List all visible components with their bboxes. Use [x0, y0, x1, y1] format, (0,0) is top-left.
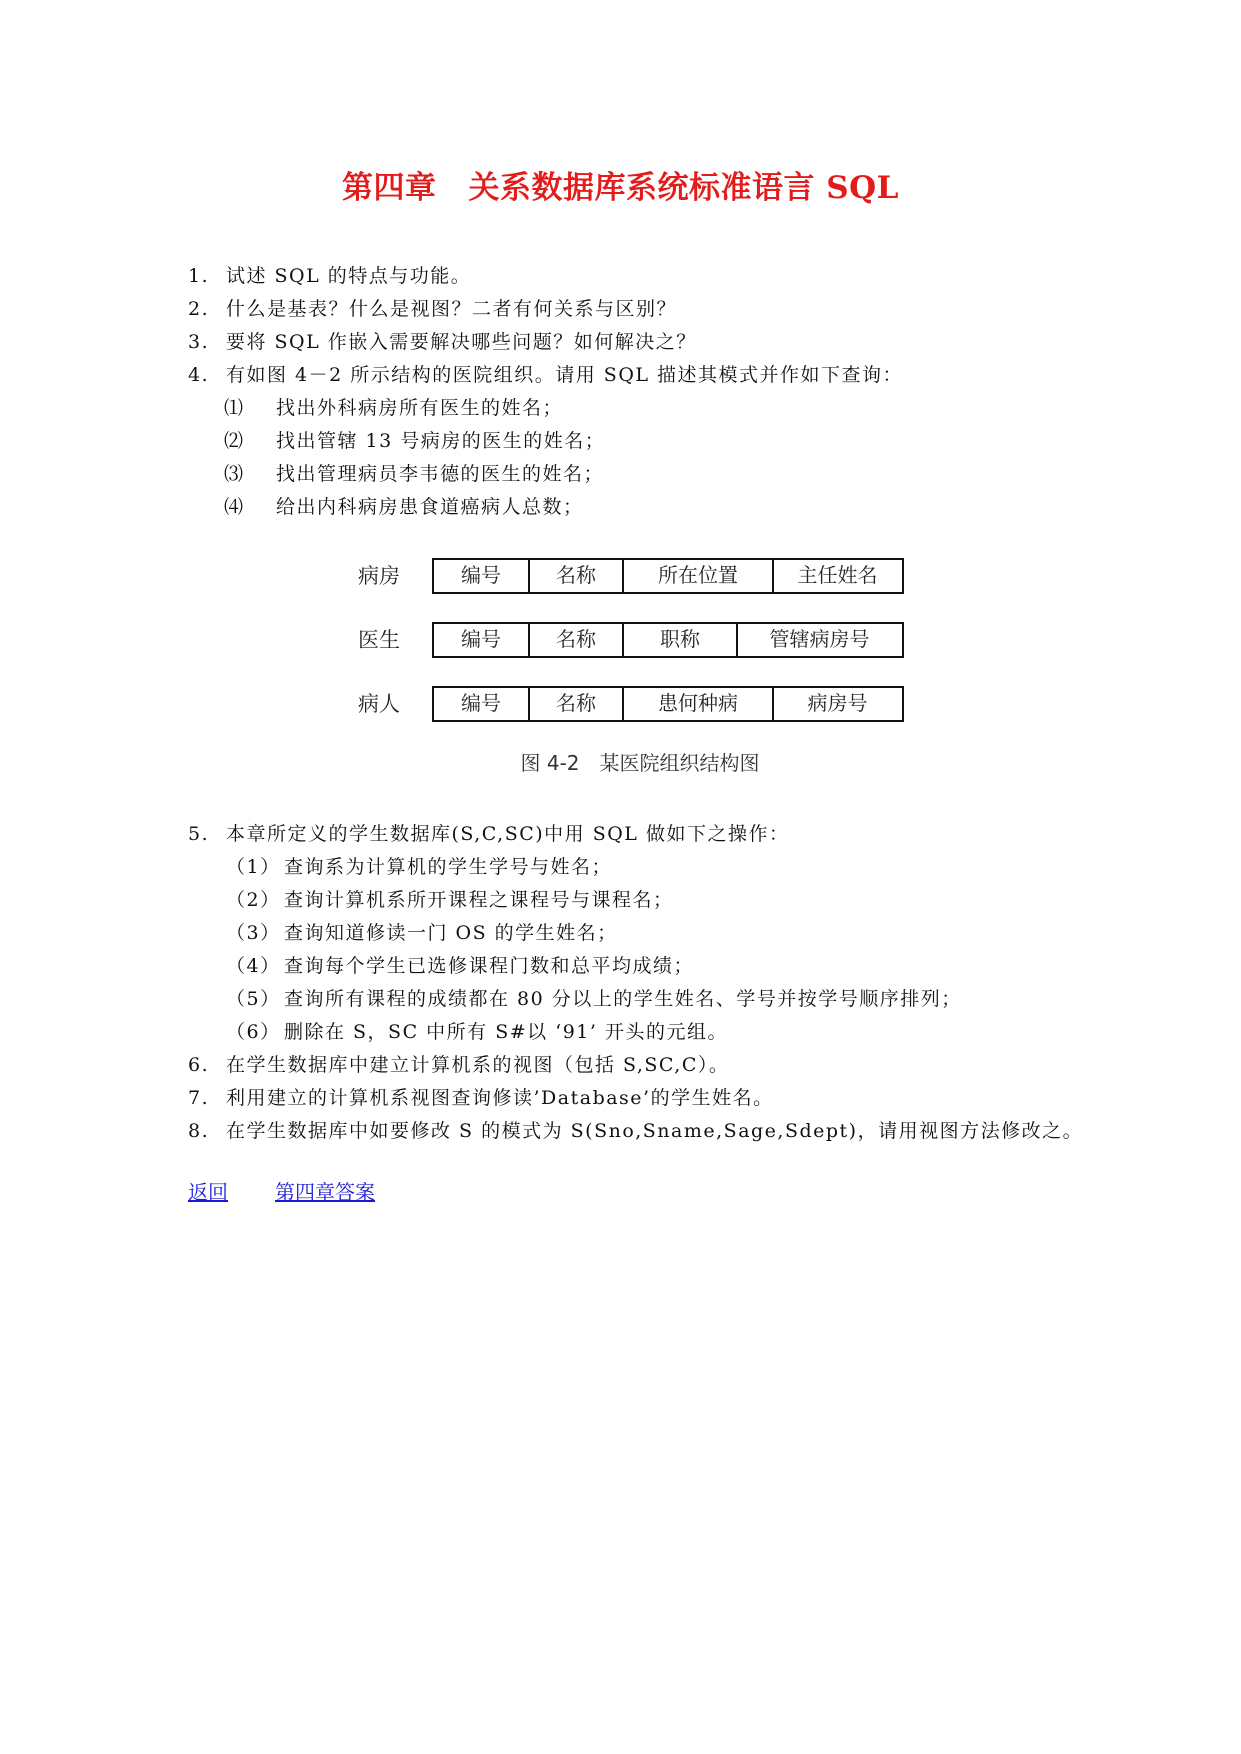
- sub-question-number: （1）: [226, 856, 281, 878]
- figure-cell: 病房号: [807, 691, 868, 715]
- figure-cell: 名称: [530, 688, 624, 720]
- figure-row-patient: [340, 686, 940, 722]
- question-number: 5.: [188, 823, 210, 845]
- sub-question-number: ⑷: [224, 496, 245, 518]
- figure-cell: 职称: [624, 624, 738, 656]
- figure-field-box: [432, 558, 904, 594]
- sub-question-number: ⑶: [224, 463, 245, 485]
- figure-row-label: 病人: [358, 692, 400, 716]
- question-text: 本章所定义的学生数据库(S,C,SC)中用 SQL 做如下之操作：: [226, 823, 790, 845]
- sub-question-text: 查询知道修读一门 OS 的学生姓名；: [284, 922, 618, 944]
- question-text: 有如图 4－2 所示结构的医院组织。请用 SQL 描述其模式并作如下查询：: [226, 364, 904, 386]
- back-link[interactable]: 返回: [188, 1180, 228, 1204]
- sub-question-number: （2）: [226, 889, 281, 911]
- figure-cell: 主任姓名: [797, 563, 878, 587]
- sub-question-text: 删除在 S，SC 中所有 S#以 ‘91’ 开头的元组。: [284, 1021, 728, 1043]
- sub-question-number: （4）: [226, 955, 281, 977]
- question-text: 利用建立的计算机系视图查询修读’Database’的学生姓名。: [226, 1087, 774, 1109]
- question-text: 在学生数据库中如要修改 S 的模式为 S(Sno,Sname,Sage,Sdept)，请用视图方法修改之。: [226, 1120, 1084, 1142]
- sub-question-text: 查询系为计算机的学生学号与姓名；: [284, 856, 613, 878]
- page-title: [0, 166, 1241, 210]
- sub-question-number: （5）: [226, 988, 281, 1010]
- question-number: 1.: [188, 265, 210, 287]
- chapter-label: 第四章: [342, 170, 437, 206]
- sub-question-number: ⑵: [224, 430, 245, 452]
- figure-row-label: 医生: [358, 628, 400, 652]
- sub-question-text: 给出内科病房患食道癌病人总数；: [276, 496, 584, 518]
- chapter-title: 关系数据库系统标准语言 SQL: [468, 170, 899, 206]
- hospital-structure-figure: [340, 540, 940, 800]
- question-number: 4.: [188, 364, 210, 386]
- question-number: 3.: [188, 331, 210, 353]
- sub-question-text: 查询计算机系所开课程之课程号与课程名；: [284, 889, 674, 911]
- sub-question-text: 找出管辖 13 号病房的医生的姓名；: [276, 430, 606, 452]
- figure-field-box: [432, 686, 904, 722]
- question-text: 在学生数据库中建立计算机系的视图（包括 S,SC,C）。: [226, 1054, 730, 1076]
- question-number: 8.: [188, 1120, 210, 1142]
- figure-row-doctor: [340, 622, 940, 658]
- question-number: 6.: [188, 1054, 210, 1076]
- figure-row-label: 病房: [358, 564, 400, 588]
- chapter-4-answers-link[interactable]: 第四章答案: [275, 1180, 375, 1204]
- figure-cell: 所在位置: [624, 560, 774, 592]
- sub-question-text: 查询每个学生已选修课程门数和总平均成绩；: [284, 955, 695, 977]
- figure-cell: 患何种病: [624, 688, 774, 720]
- question-number: 7.: [188, 1087, 210, 1109]
- question-text: 试述 SQL 的特点与功能。: [226, 265, 472, 287]
- figure-cell: 编号: [434, 624, 530, 656]
- question-text: 什么是基表？什么是视图？二者有何关系与区别？: [226, 298, 678, 320]
- figure-cell: 名称: [530, 560, 624, 592]
- figure-cell: 编号: [434, 560, 530, 592]
- sub-question-number: （3）: [226, 922, 281, 944]
- figure-field-box: [432, 622, 904, 658]
- figure-row-ward: [340, 558, 940, 594]
- sub-question-text: 查询所有课程的成绩都在 80 分以上的学生姓名、学号并按学号顺序排列；: [284, 988, 962, 1010]
- figure-cell: 编号: [434, 688, 530, 720]
- figure-cell: 管辖病房号: [769, 627, 870, 651]
- figure-caption: 图 4-2 某医院组织结构图: [520, 751, 760, 775]
- sub-question-text: 找出外科病房所有医生的姓名；: [276, 397, 564, 419]
- question-number: 2.: [188, 298, 210, 320]
- figure-cell: 名称: [530, 624, 624, 656]
- sub-question-number: ⑴: [224, 397, 245, 419]
- sub-question-text: 找出管理病员李韦德的医生的姓名；: [276, 463, 605, 485]
- question-text: 要将 SQL 作嵌入需要解决哪些问题？如何解决之？: [226, 331, 697, 353]
- sub-question-number: （6）: [226, 1021, 281, 1043]
